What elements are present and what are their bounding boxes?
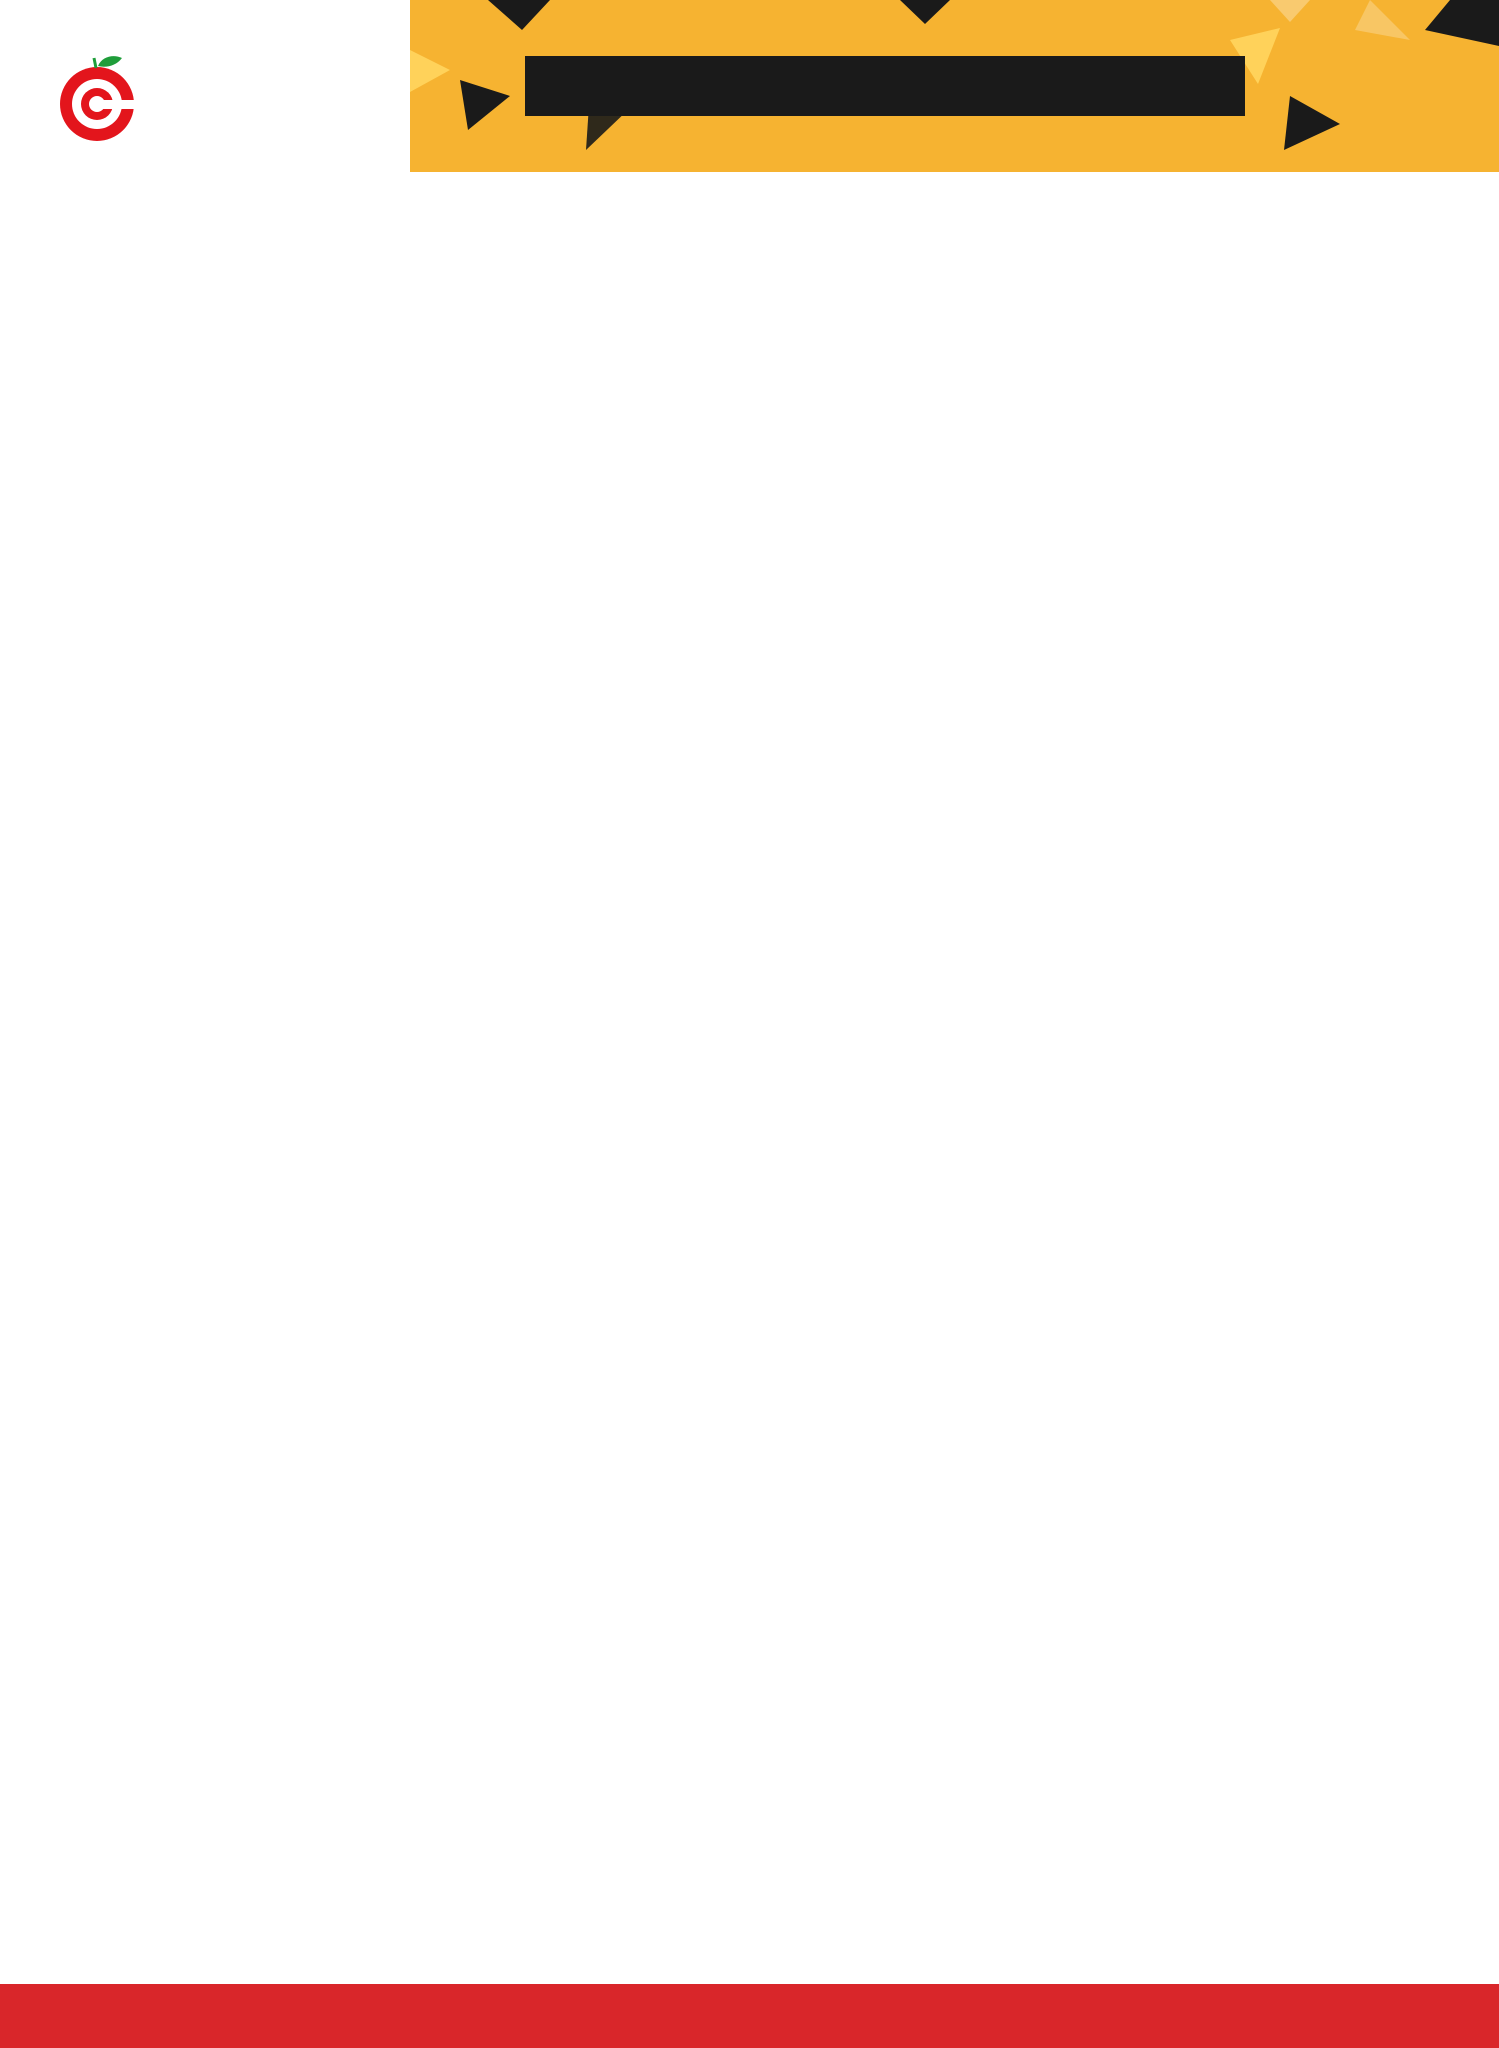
headline-box [525, 56, 1245, 116]
brand-logo [0, 0, 410, 172]
page-header [0, 0, 1499, 172]
grand-mart-logo-icon [58, 52, 136, 144]
footer-bar [0, 1984, 1499, 2048]
